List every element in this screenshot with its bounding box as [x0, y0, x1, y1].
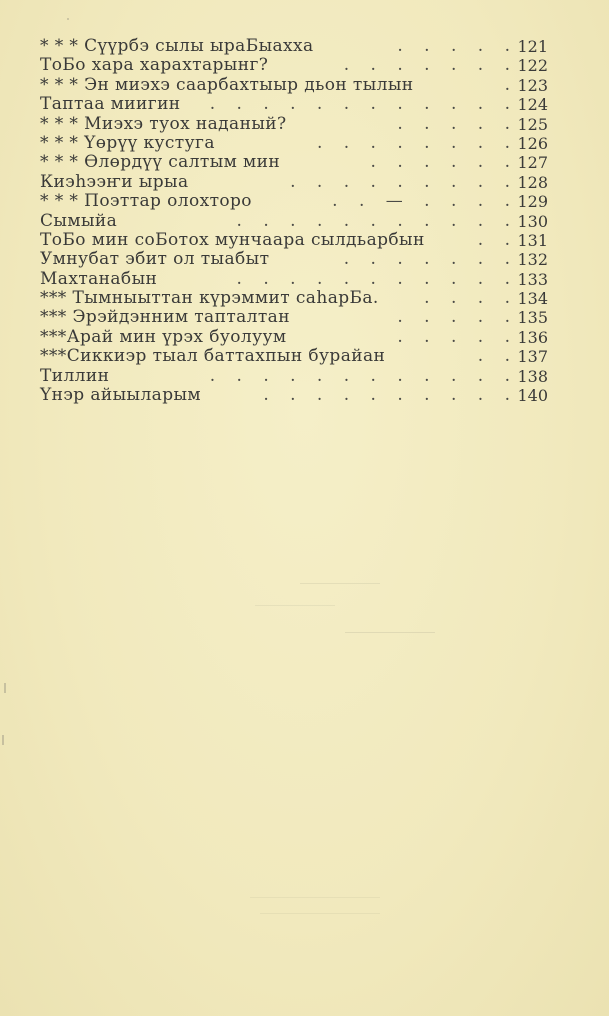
- toc-entry-title: ТоБо мин соБотох мунчаара сылдьарбын: [40, 229, 425, 250]
- toc-page-number: 135: [517, 308, 548, 328]
- toc-page-number: 136: [517, 327, 548, 347]
- toc-page-number: 130: [517, 211, 548, 231]
- toc-page-number: 140: [517, 386, 548, 406]
- paper-speck: [4, 683, 6, 693]
- paper-speck: [345, 632, 435, 633]
- toc-dot-leader: . . . . . . .: [343, 55, 518, 76]
- toc-entry-title: Тиллин: [40, 365, 110, 386]
- toc-entry-title: ***Сиккиэр тыал баттахпын бурайан: [40, 346, 386, 367]
- toc-dot-leader: . . . . . . . . . .: [263, 385, 518, 406]
- toc-entry-title: *** Эрэйдэнним тапталтан: [40, 307, 290, 328]
- toc-entry: [40, 37, 548, 56]
- toc-entry-title: Киэһээҥи ырыа: [40, 171, 189, 192]
- toc-dot-leader: . . . . . . .: [343, 249, 518, 270]
- toc-dot-leader: . . . . .: [397, 113, 518, 134]
- toc-entry: [40, 76, 548, 95]
- toc-page-number: 131: [517, 230, 548, 250]
- toc-entry: [40, 115, 548, 134]
- paper-speck: [300, 583, 380, 584]
- toc-page-number: 129: [517, 192, 548, 212]
- toc-entry: [40, 308, 548, 327]
- toc-page-number: 125: [517, 114, 548, 134]
- toc-dot-leader: . .: [477, 229, 518, 250]
- toc-page-number: 132: [517, 250, 548, 270]
- paper-speck: [255, 605, 335, 606]
- toc-dot-leader: . . . . . . . . . . . .: [209, 365, 518, 386]
- toc-entry-title: Умнубат эбит ол тыабыт: [40, 249, 270, 270]
- toc-page-number: 126: [517, 133, 548, 153]
- toc-entry-title: *** Тымныыттан күрэммит саһарБа.: [40, 288, 379, 309]
- toc-dot-leader: . . . . .: [397, 36, 518, 56]
- toc-entry: [40, 289, 548, 308]
- toc-page-number: 128: [517, 172, 548, 192]
- toc-entry: [40, 231, 548, 250]
- toc-entry: [40, 367, 548, 386]
- toc-entry-title: ТоБо хара харахтарынг?: [40, 55, 269, 76]
- toc-page-number: 133: [517, 269, 548, 289]
- toc-page-number: 123: [517, 75, 548, 95]
- toc-entry: [40, 192, 548, 211]
- toc-page-number: 122: [517, 56, 548, 76]
- toc-entry: [40, 95, 548, 114]
- paper-speck: [2, 735, 4, 745]
- toc-entry-title: * * * Поэттар олохторо: [40, 191, 252, 212]
- toc-dot-leader: . . . . . . . . . . .: [236, 210, 518, 231]
- toc-page-number: 138: [517, 366, 548, 386]
- toc-entry: [40, 386, 548, 405]
- toc-entry: [40, 270, 548, 289]
- toc-dot-leader: . . . . .: [397, 307, 518, 328]
- paper-speck: [67, 18, 69, 20]
- paper-speck: [260, 913, 380, 914]
- toc-entry-title: * * * Эн миэхэ саарбахтыыр дьон тылын: [40, 74, 414, 95]
- toc-page-number: 121: [517, 37, 548, 56]
- paper-speck: [250, 897, 380, 898]
- toc-page-number: 134: [517, 289, 548, 309]
- toc-entry-title: * * * Миэхэ туох наданый?: [40, 113, 287, 134]
- toc-dot-leader: .: [504, 74, 518, 95]
- toc-dot-leader: . . . . . . . . . . . .: [209, 94, 518, 115]
- toc-entry-title: ***Арай мин үрэх буолуум: [40, 326, 287, 347]
- toc-entry-title: * * * Өлөрдүү салтым мин: [40, 152, 281, 173]
- toc-dot-leader: . . . .: [424, 288, 518, 309]
- toc-page-number: 127: [517, 153, 548, 173]
- toc-entry: [40, 250, 548, 269]
- toc-entry-title: Махтанабын: [40, 268, 158, 289]
- toc-entry: [40, 134, 548, 153]
- toc-dot-leader: . . . . . . . . .: [290, 171, 518, 192]
- toc-entry-title: Таптаа миигин: [40, 94, 181, 115]
- toc-entry-title: Сымыйа: [40, 210, 118, 231]
- toc-entry: [40, 212, 548, 231]
- toc-page-number: 124: [517, 95, 548, 115]
- table-of-contents: [40, 37, 548, 405]
- toc-dot-leader: . . . . . . . . . . .: [236, 268, 518, 289]
- toc-entry-title: Үнэр айыыларым: [40, 385, 202, 406]
- toc-dot-leader: . . . . . . . .: [316, 132, 518, 153]
- toc-entry: [40, 347, 548, 366]
- toc-entry-title: * * * Үөрүү кустуга: [40, 132, 215, 153]
- toc-dot-leader: . .: [477, 346, 518, 367]
- toc-entry: [40, 56, 548, 75]
- toc-page-number: 137: [517, 347, 548, 367]
- toc-dot-leader: . . . . .: [397, 326, 518, 347]
- toc-entry-title: * * * Сүүрбэ сылы ыраБыаххa: [40, 36, 314, 56]
- toc-entry: [40, 173, 548, 192]
- toc-entry: [40, 153, 548, 172]
- toc-dot-leader: . . — . . . .: [332, 191, 518, 212]
- toc-dot-leader: . . . . . .: [370, 152, 518, 173]
- toc-entry: [40, 328, 548, 347]
